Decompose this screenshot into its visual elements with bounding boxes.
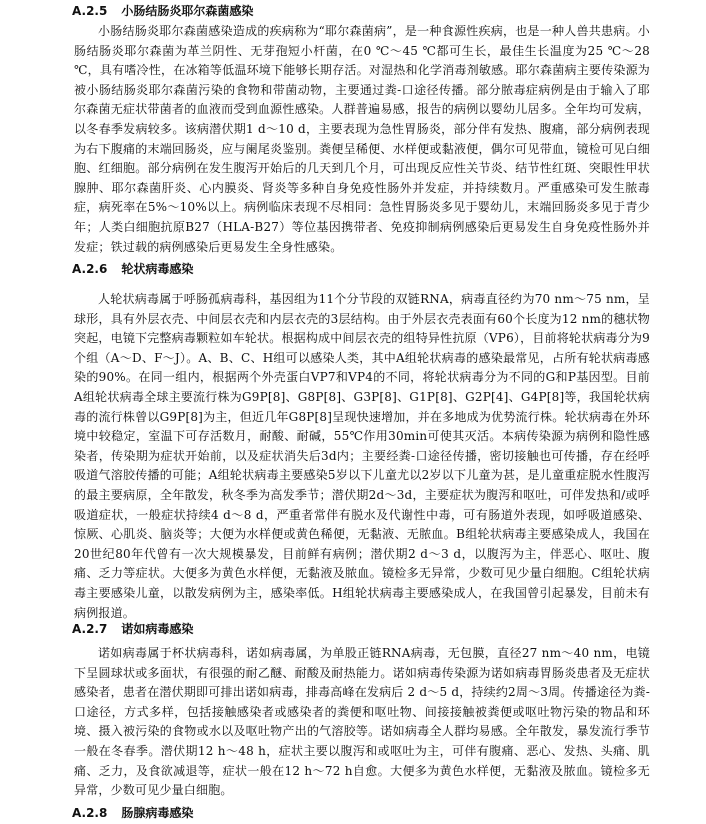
section-body-yersinia: 小肠结肠炎耶尔森菌感染造成的疾病称为“耶尔森菌病”，是一种食源性疾病，也是一种人兽共患病。小肠结肠炎耶尔森菌为革兰阴性、无芽孢短小杆菌，在0 ℃～45 ℃都可生长，最佳生长温度为25 ℃～28 ℃，具有嗜冷性，在冰箱等低温环境下能够长期存活。对湿热和化学消毒剂敏感。耶尔森菌病主要传染源为被小肠结肠炎耶尔森菌污染的食物和带菌动物，主要通过粪-口途径传播。部分脓毒症病例是由于输入了耶尔森菌无症状带菌者的血液而受到血源性感染。人群普遍易感，报告的病例以婴幼儿居多。全年均可发病，以冬春季发病较多。该病潜伏期1 d～10 d，主要表现为急性胃肠炎，部分伴有发热、腹痛，部分病例表现为右下腹痛的末端回肠炎，应与阑尾炎鉴别。粪便呈稀便、水样便或黏液便，偶尔可见带血，镜检可见白细胞、红细胞。部分病例在发生腹泻开始后的几天到几个月，可出现反应性关节炎、结节性红斑、突眼性甲状腺肿、耶尔森菌肝炎、心内膜炎、肾炎等多种自身免疫性肠外并发症，并持续数月。严重感染可发生脓毒症，病死率在5%～10%以上。病例临床表现不尽相同：急性胃肠炎多见于婴幼儿，末端回肠炎多见于青少年；人类白细胞抗原B27（HLA-B27）等位基因携带者、免疫抑制病例感染后更易发生自身免疫性肠外并发症；铁过载的病例感染后更易发生全身性感染。 — [74, 24, 650, 254]
section-heading-rotavirus — [72, 261, 193, 277]
section-heading-norovirus — [72, 621, 193, 637]
section-number: A.2.6 — [72, 262, 108, 276]
section-title: 肠腺病毒感染 — [121, 806, 194, 820]
section-heading-adenovirus — [72, 805, 193, 821]
section-number: A.2.5 — [72, 4, 108, 18]
section-number: A.2.8 — [72, 806, 108, 820]
section-body-rotavirus: 人轮状病毒属于呼肠孤病毒科，基因组为11个分节段的双链RNA，病毒直径约为70 nm～75 nm，呈球形，具有外层衣壳、中间层衣壳和内层衣壳的3层结构。由于外层衣壳表面有60个长度为12 nm的穗状物突起，电镜下完整病毒颗粒如车轮状。根据构成中间层衣壳的组特异性抗原（VP6），目前将轮状病毒分为9个组（A～D、F～J）。A、B、C、H组可以感染人类，其中A组轮状病毒的感染最常见，占所有轮状病毒感染的90%。在同一组内，根据两个外壳蛋白VP7和VP4的不同，将轮状病毒分为不同的G和P基因型。目前A组轮状病毒全球主要流行株为G9P[8]、G8P[8]、G3P[8]、G1P[8]、G2P[4]、G4P[8]等，我国轮状病毒的流行株曾以G9P[8]为主，但近几年G8P[8]呈现快速增加，并在多地成为优势流行株。轮状病毒在外环境中较稳定，室温下可存活数月，耐酸、耐碱，55℃作用30min可使其灭活。本病传染源为病例和隐性感染者，传染期为症状开始前，以及症状消失后3d内；主要经粪-口途径传播，密切接触也可传播，存在经呼吸道气溶胶传播的可能；A组轮状病毒主要感染5岁以下儿童尤以2岁以下儿童为甚，是儿童重症脱水性腹泻的最主要病原，全年散发，秋冬季为高发季节；潜伏期2d～3d，主要症状为腹泻和呕吐，可伴发热和/或呼吸道症状，一般症状持续4 d～8 d，严重者常伴有脱水及代谢性中毒，可有肠道外表现，如呼吸道感染、惊厥、心肌炎、脑炎等；大便为水样便或黄色稀便，无黏液、无脓血。B组轮状病毒主要感染成人，我国在20世纪80年代曾有一次大规模暴发，目前鲜有病例；潜伏期2 d～3 d，以腹泻为主，伴恶心、呕吐、腹痛、乏力等症状。大便多为黄色水样便，无黏液及脓血。镜检多无异常，少数可见少量白细胞。C组轮状病毒主要感染儿童，以散发病例为主，感染率低。H组轮状病毒主要感染成人，在我国曾引起暴发，目前未有病例报道。 — [74, 292, 650, 620]
section-title: 小肠结肠炎耶尔森菌感染 — [121, 4, 254, 18]
section-number: A.2.7 — [72, 622, 108, 636]
section-body-norovirus: 诺如病毒属于杯状病毒科，诺如病毒属，为单股正链RNA病毒，无包膜，直径27 nm～40 nm，电镜下呈圆球状或多面状，有很强的耐乙醚、耐酸及耐热能力。诺如病毒传染源为诺如病毒胃肠炎患者及无症状感染者，患者在潜伏期即可排出诺如病毒，排毒高峰在发病后 2 d～5 d，持续约2周～3周。传播途径为粪-口途径，方式多样，包括接触感染者或感染者的粪便和呕吐物、间接接触被粪便或呕吐物污染的物品和环境、摄入被污染的食物或水以及呕吐物产出的气溶胶等。诺如病毒全人群均易感。全年散发，暴发流行季节一般在冬春季。潜伏期12 h～48 h，症状主要以腹泻和或呕吐为主，可伴有腹痛、恶心、发热、头痛、肌痛、乏力，及食欲减退等，症状一般在12 h～72 h自愈。大便多为黄色水样便，无黏液及脓血。镜检多无异常，少数可见少量白细胞。 — [74, 646, 650, 798]
section-title: 轮状病毒感染 — [121, 262, 194, 276]
section-heading-yersinia — [72, 3, 253, 19]
section-title: 诺如病毒感染 — [121, 622, 194, 636]
